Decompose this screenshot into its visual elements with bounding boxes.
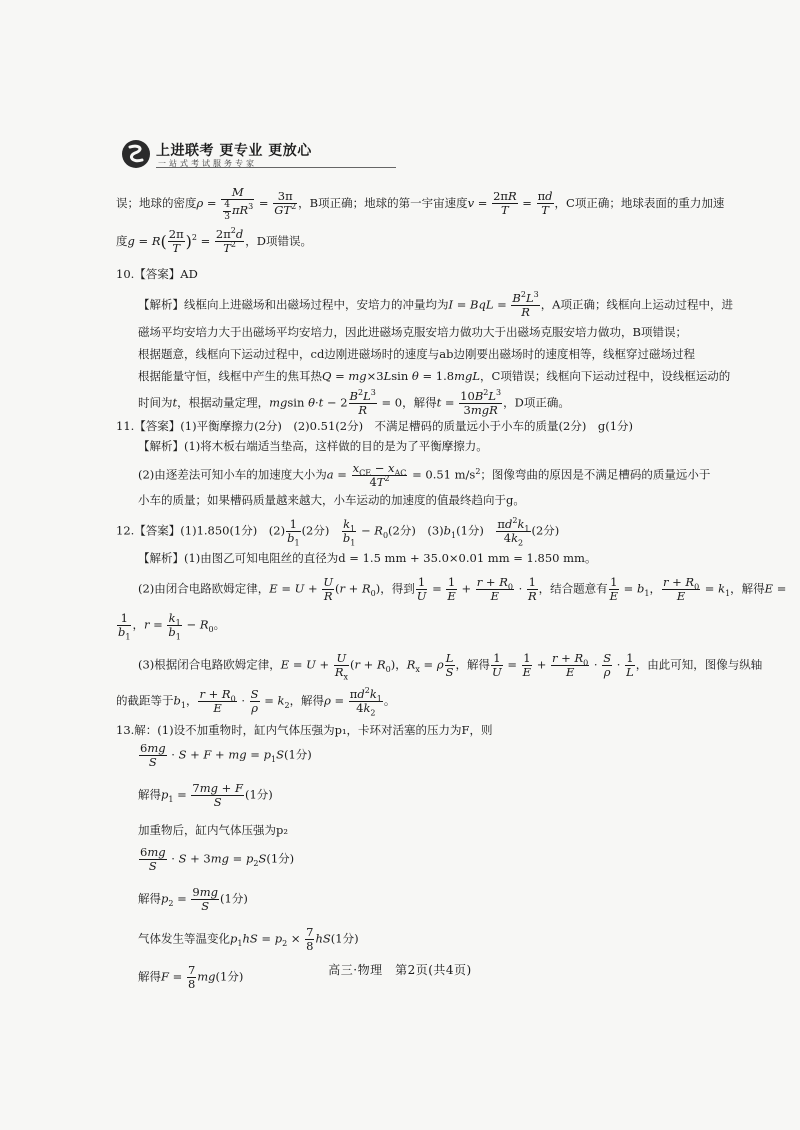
text-line: 解得F = $\frac{7}{8}$ mg(1分) <box>138 963 244 992</box>
q11-line-1: 【解析】(1)将木板右端适当垫高，这样做的目的是为了平衡摩擦力。 <box>138 439 488 453</box>
q11-answer: 11.【答案】(1)平衡摩擦力(2分) (2)0.51(2分) 不满足槽码的质量远小于小车的质量(2分) g(1分) <box>116 419 633 433</box>
text-line: 时间为t，根据动量定理，mgsin θ·t − 2 $\frac{B^2L^3}{R}$ = 0，解得t = $10B^2L^3$ 3mgR ，D项正确。 <box>138 388 570 418</box>
q10-line-2: 磁场平均安培力大于出磁场平均安培力，因此进磁场克服安培力做功大于出磁场克服安培力做功，B项错误； <box>138 325 687 339</box>
text-line <box>116 228 312 255</box>
text-line: 【解析】线框向上进磁场和出磁场过程中，安培力的冲量均为I = BqL = $\frac{B^2L^3}{R}$ ，A项正确；线框向上运动过程中，进 <box>138 290 733 320</box>
q9-line-2: 度g = R( $\frac{2\pi}{T}$ )$^2$ = $\frac{2\pi^2d}{T^2}$ ，D项错误。 <box>116 226 312 256</box>
page-footer: 高三·物理 第2页(共4页) <box>328 963 472 977</box>
text-line: (2)由逐差法可知小车的加速度大小为a = $x_{CE} - x_{AC}$ $4T^2$ = 0.51 $m/s^2$；图像弯曲的原因是不满足槽码的质量远小于 <box>138 461 711 490</box>
q11-line-3: 小车的质量；如果槽码质量越来越大，小车运动的加速度的值最终趋向于g。 <box>138 493 525 507</box>
q13-line-3: 加重物后，缸内气体压强为p₂ <box>138 823 288 837</box>
q12-line-1: 【解析】(1)由图乙可知电阻丝的直径为d = 1.5 mm + 35.0×0.01 mm = 1.850 mm。 <box>138 551 597 565</box>
text-line: 的截距等于$b_1$， $\frac{r + R_0}{E}$ · $\frac{S}{\rho}$ = $k_2$，解得ρ = $\frac{\pi d^2k_1}{4k_2}$ 。 <box>116 686 396 718</box>
brand-logo-icon <box>120 138 152 170</box>
text-line: 解得$p_2$ = $\frac{9mg}{S}$ (1分) <box>138 885 248 914</box>
brand-header <box>120 136 320 176</box>
text-line: 解得$p_1$ = $\frac{7mg + F}{S}$ (1分) <box>138 781 273 810</box>
text-line: $\frac{1}{b_1}$ ，r = $\frac{k_1}{b_1}$ − $R_0$。 <box>118 611 226 642</box>
text-line: 12.【答案】(1)1.850(1分) (2) $\frac{1}{b_1}$ (2分) $\frac{k_1}{b_1}$ − $R_0(2$分) $(3)b_1(1$分) $\frac{\pi d^2k_1}{4k_2}$ (2分) <box>116 516 560 548</box>
q13-intro: 13.解：(1)设不加重物时，缸内气体压强为p₁，卡环对活塞的压力为F，则 <box>116 723 493 737</box>
q9-line-1: 误；地球的密度ρ = M $\frac{4}{3}$ $\pi R^3$ = $\frac{3\pi}{GT^2}$ ，B项正确；地球的第一宇宙速度v = $\frac{2\pi R}{T}$ = $\frac{\pi d}{T}$ ，C项正确；地球表面的重力加速 <box>116 185 725 222</box>
q10-line-3: 根据题意，线框向下运动过程中，cd边刚进磁场时的速度与ab边刚要出磁场时的速度相等，线框穿过磁场过程 <box>138 347 696 361</box>
text-line: (2)由闭合电路欧姆定律，E = U + $\frac{U}{R}$ $(r + R_0)$，得到 $\frac{1}{U}$ = $\frac{1}{E}$ + $\frac{r + R_0}{E}$ · $\frac{1}{R}$ ，结合题意有 $\frac{1}{E}$ = $b_1$， $\frac{r + R_0}{E}$ = $k_1$，解得E = <box>138 575 787 604</box>
text-line: (3)根据闭合电路欧姆定律，E = U + $\frac{U}{R_x}$ $(r + R_0)$，$R_x = \rho$ $\frac{L}{S}$ ，解得 $\frac{1}{U}$ = $\frac{1}{E}$ + $\frac{r + R_0}{E}$ · $\frac{S}{\rho}$ · $\frac{1}{L}$ ，由此可知，图像与纵轴 <box>138 651 763 682</box>
text-line: 根据能量守恒，线框中产生的焦耳热Q = mg×3Lsin θ = 1.8mgL，C项错误；线框向下运动过程中，设线框运动的 <box>138 369 731 383</box>
text-line <box>116 186 724 222</box>
q10-answer: 10.【答案】AD <box>116 267 198 281</box>
brand-tagline: 一站式考试服务专家 <box>158 159 257 168</box>
brand-name: 上进联考 更专业 更放心 <box>156 143 312 159</box>
text-line: $\frac{6mg}{S}$ · $S + 3mg = p_2S(1$分) <box>140 845 295 874</box>
text-line: $\frac{6mg}{S}$ · S + F + mg = $p_1S(1$分) <box>140 741 312 770</box>
text-line: 气体发生等温变化$p_1hS = p_2$ × $\frac{7}{8}$ hS(1分) <box>138 925 359 954</box>
header-divider <box>156 167 396 168</box>
